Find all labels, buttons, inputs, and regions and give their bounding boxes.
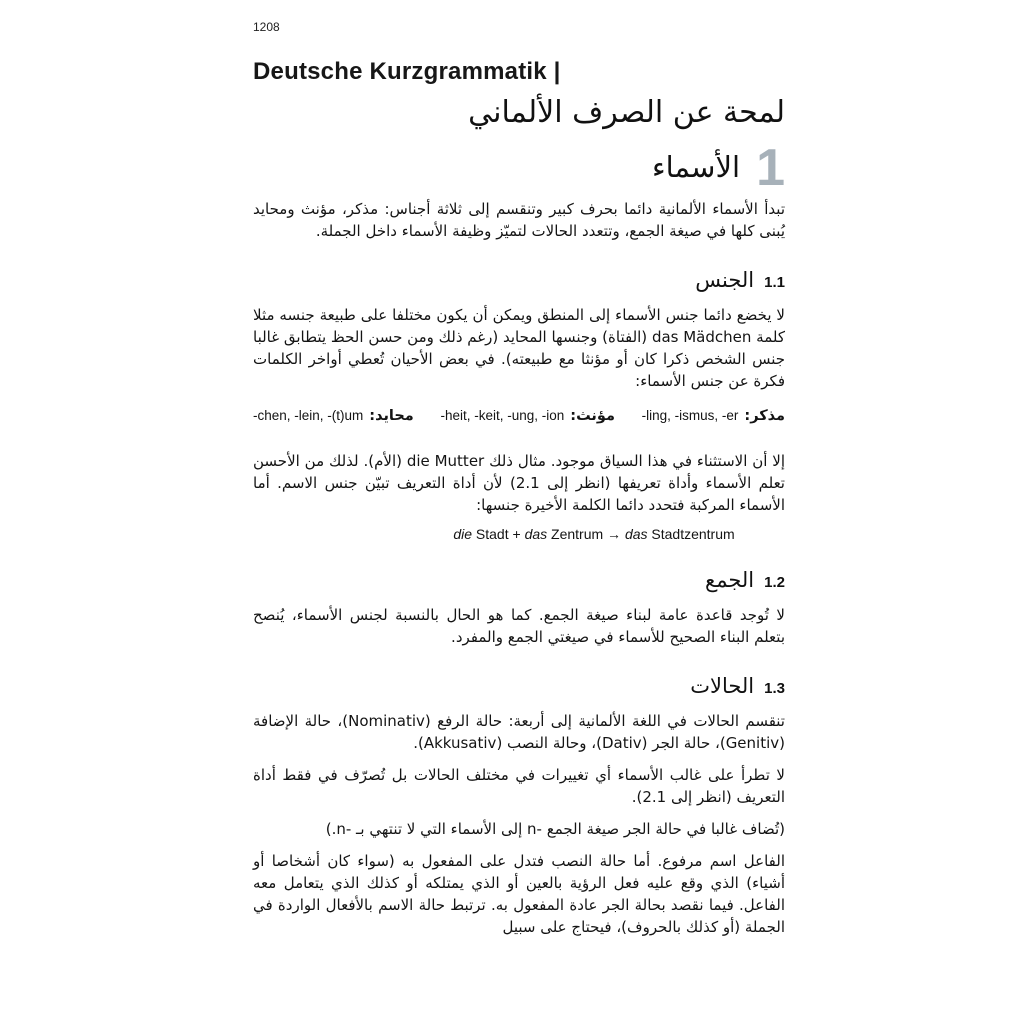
section-1-3-title: الحالات [690, 673, 755, 698]
compound-noun-example [253, 526, 785, 542]
section-1-3-number: 1.3 [764, 679, 785, 697]
page-number: 1208 [253, 20, 280, 34]
feminine-suffixes: -heit, -keit, -ung, -ion [440, 407, 565, 423]
neuter-label: محايد: [369, 407, 414, 424]
section-1-number: 1 [756, 138, 785, 197]
example-article-die: die [453, 525, 472, 542]
section-1-3-heading [253, 674, 785, 698]
example-plus-sign: + [512, 525, 521, 542]
section-1-title: الأسماء [651, 150, 741, 185]
example-word-zentrum: Zentrum [551, 525, 604, 542]
masculine-suffix-group [642, 408, 785, 424]
page-content [253, 20, 785, 948]
example-word-stadtzentrum: Stadtzentrum [651, 525, 735, 542]
gender-paragraph: لا يخضع دائما جنس الأسماء إلى المنطق ويمكن أن يكون مختلفا على طبيعة جنسه مثلا كلمة das Mädchen (الفتاة) وجنسها المحايد (رغم ذلك ومن حسن الحظ يتطابق غالبا جنس الشخص ذكرا كان أو مؤنثا مع طبيعته). في بعض الأحيان تُعطي أواخر الكلمات فكرة عن جنس الأسماء: [253, 305, 785, 390]
cases-paragraph-2: لا تطرأ على غالب الأسماء أي تغييرات في مختلف الحالات بل تُصرّف في فقط أداة التعريف (انظر إلى 2.1). [253, 765, 785, 806]
section-1-2-number: 1.2 [764, 573, 785, 591]
example-article-das-2: das [624, 525, 648, 542]
cases-paragraph-3: (تُضاف غالبا في حالة الجر صيغة الجمع -n إلى الأسماء التي لا تنتهي بـ -n.) [325, 819, 785, 838]
arrow-icon: → [607, 525, 622, 542]
exception-paragraph: إلا أن الاستثناء في هذا السياق موجود. مثال ذلك die Mutter (الأم). لذلك من الأحسن تعلم الأسماء وأداة تعريفها (انظر إلى 2.1) لأن أداة التعريف تبيّن جنس الاسم. أما الأسماء المركبة فتحدد دائما الكلمة الأخيرة جنسها: [253, 451, 785, 514]
neuter-suffixes: -chen, -lein, -(t)um [253, 407, 364, 423]
section-1-1-title: الجنس [695, 267, 755, 292]
feminine-suffix-group [440, 408, 614, 424]
section-1-heading [253, 138, 785, 197]
section-1-1-heading [253, 268, 785, 292]
feminine-label: مؤنث: [570, 407, 615, 424]
masculine-label: مذكر: [744, 407, 785, 424]
title-arabic: لمحة عن الصرف الألماني [468, 95, 785, 130]
section-1-2-heading [253, 568, 785, 592]
section-1-1-number: 1.1 [764, 273, 785, 291]
cases-paragraph-4: الفاعل اسم مرفوع. أما حالة النصب فتدل على المفعول به (سواء كان أشخاصا أو أشياء) الذي وقع عليه فعل الرؤية بالعين أو الذي يمتلكه أو كذلك الذي يتعامل معه الفاعل. فيما نقصد بحالة الجر عادة المفعول به. ترتبط حالة الاسم بالأفعال الواردة في الجملة (أو كذلك بالحروف)، فيحتاج على سبيل [253, 851, 785, 936]
section-1-2-title: الجمع [705, 567, 755, 592]
masculine-suffixes: -ling, -ismus, -er [641, 407, 739, 423]
title-latin: Deutsche Kurzgrammatik | [253, 58, 561, 85]
section-1-intro-paragraph: تبدأ الأسماء الألمانية دائما بحرف كبير وتنقسم إلى ثلاثة أجناس: مذكر، مؤنث ومحايد يُبنى كلها في صيغة الجمع، وتتعدد الحالات لتميّز وظيفة الأسماء داخل الجملة. [253, 199, 785, 240]
example-word-stadt: Stadt [475, 525, 509, 542]
plural-paragraph: لا تُوجد قاعدة عامة لبناء صيغة الجمع. كما هو الحال بالنسبة لجنس الأسماء، يُنصح بتعلم البناء الصحيح للأسماء في صيغتي الجمع والمفرد. [253, 605, 785, 646]
example-article-das: das [524, 525, 548, 542]
gender-suffix-line [253, 408, 785, 424]
neuter-suffix-group [253, 408, 414, 424]
cases-paragraph-1: تنقسم الحالات في اللغة الألمانية إلى أربعة: حالة الرفع (Nominativ)، حالة الإضافة (Genitiv)، حالة الجر (Dativ)، وحالة النصب (Akkusativ). [253, 711, 785, 752]
